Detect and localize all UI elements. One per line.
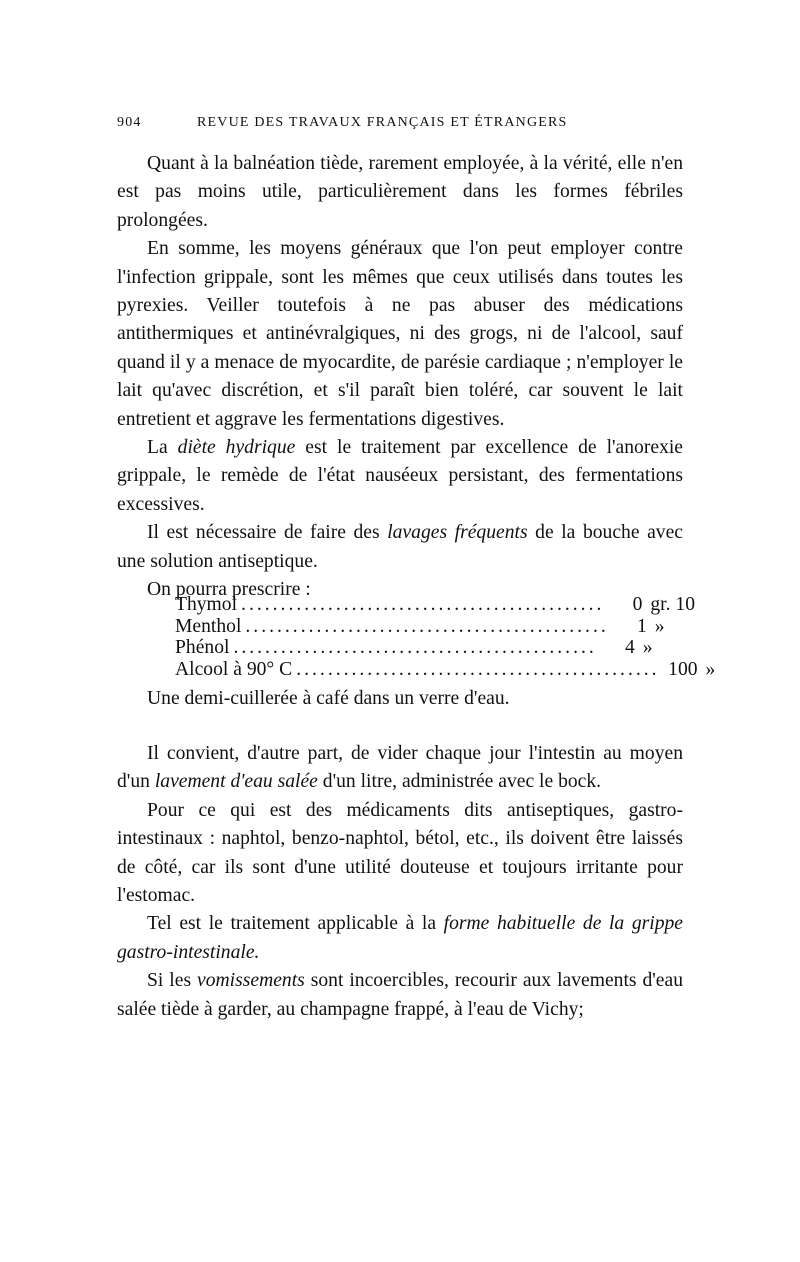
paragraph [117, 519, 683, 576]
paragraph: On pourra prescrire : [147, 579, 311, 601]
paragraph [117, 967, 683, 1024]
text-run: sont incoercibles, recourir aux lavements d'eau salée tiède à garder, au champagne frappé, à l'eau de Vichy; [117, 970, 683, 1020]
text-run: La [147, 437, 178, 459]
page-number: 904 [117, 115, 142, 130]
emphasis: lavement d'eau salée [154, 771, 318, 793]
text-run: Tel est le traitement applicable à la [147, 913, 444, 935]
prescription-list [175, 594, 716, 680]
text-run: Il est nécessaire de faire des [147, 522, 388, 544]
text-block-top [117, 150, 683, 605]
paragraph [117, 740, 683, 797]
ingredient-name: Alcool à 90° C [175, 658, 293, 680]
emphasis: vomissements [197, 970, 305, 992]
ingredient-qty: 0 [632, 594, 643, 615]
text-run: Si les [147, 970, 198, 992]
ingredient-qty: 4 [624, 637, 635, 659]
emphasis: diète hydrique [177, 437, 296, 459]
prescription-row [175, 615, 665, 638]
text-block-bottom [117, 740, 683, 1024]
prescription-row [175, 658, 716, 681]
ingredient-unit: » [705, 658, 716, 680]
paragraph: Quant à la balnéation tiède, rarement employée, à la vérité, elle n'en est pas moins utile, particulièrement dans les formes fébriles prolongées. [117, 153, 683, 231]
ingredient-name: Thymol [175, 594, 238, 615]
text-run: de la bouche avec une solution antiseptique. [117, 522, 683, 572]
dot-leader: .............................................. [296, 658, 660, 680]
paragraph: Pour ce qui est des médicaments dits antiseptiques, gastro-intestinaux : naphtol, benzo-naphtol, bétol, etc., ils doivent être laissés de côté, car ils sont d'une utilité douteuse et toujours irritante pour l'estomac. [117, 799, 683, 907]
running-header [117, 115, 683, 131]
text-run: Il convient, d'autre part, de vider chaque jour l'intestin au moyen d'un [117, 743, 683, 793]
text-run: est le traitement par excellence de l'anorexie grippale, le remède de l'état nauséeux persistant, des fermentations excessives. [117, 437, 683, 515]
ingredient-unit: » [642, 637, 653, 659]
dot-leader: .............................................. [245, 615, 609, 637]
journal-title: REVUE DES TRAVAUX FRANÇAIS ET ÉTRANGERS [197, 115, 568, 130]
ingredient-unit: » [654, 615, 665, 637]
dosage-instruction: Une demi-cuillerée à café dans un verre d'eau. [147, 688, 510, 709]
emphasis: lavages fréquents [387, 522, 528, 544]
dot-leader: .............................................. [241, 594, 605, 615]
prescription-row [175, 637, 653, 659]
paragraph: En somme, les moyens généraux que l'on peut employer contre l'infection grippale, sont les mêmes que ceux utilisés dans toutes les pyrexies. Veiller toutefois à ne pas abuser des médications antithermiques et antinévralgiques, ni des grogs, ni de l'alcool, sauf quand il y a menace de myocardite, de parésie cardiaque ; n'employer le lait qu'avec discrétion, et s'il paraît bien toléré, car souvent le lait entretient et aggrave les fermentations digestives. [117, 238, 683, 430]
ingredient-name: Phénol [175, 637, 230, 659]
emphasis: forme habituelle de la grippe gastro-intestinale. [117, 913, 683, 963]
dot-leader: .............................................. [233, 637, 597, 659]
ingredient-qty: 1 [636, 615, 647, 637]
paragraph [117, 910, 683, 967]
text-run: d'un litre, administrée avec le bock. [317, 771, 602, 793]
prescription-row [175, 594, 696, 616]
ingredient-qty: 100 [668, 658, 698, 680]
ingredient-name: Menthol [175, 615, 242, 637]
ingredient-unit: gr. 10 [650, 594, 696, 615]
paragraph [117, 434, 683, 519]
